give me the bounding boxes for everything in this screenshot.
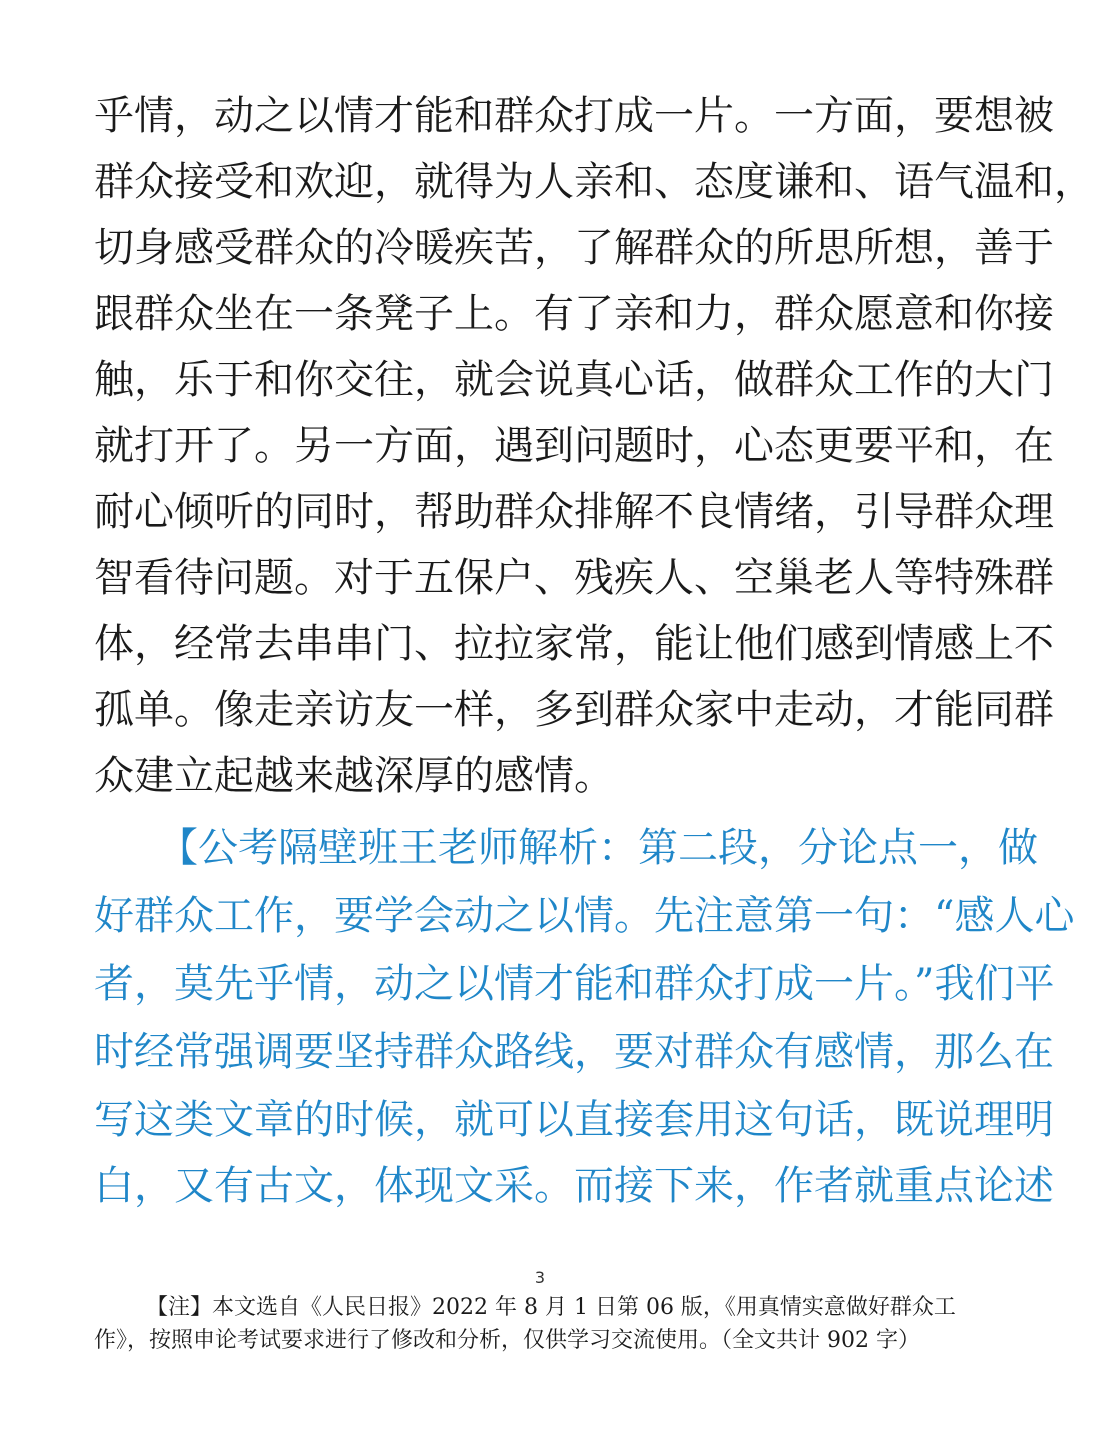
- analysis-line: 【公考隔壁班王老师解析：第二段，分论点一，做: [158, 825, 1038, 871]
- body-line: 乎情，动之以情才能和群众打成一片。一方面，要想被: [94, 93, 1054, 139]
- analysis-line: 者，莫先乎情，动之以情才能和群众打成一片。”我们平: [94, 961, 1055, 1007]
- body-line: 群众接受和欢迎，就得为人亲和、态度谦和、语气温和，: [94, 159, 1094, 205]
- body-line: 众建立起越来越深厚的感情。: [94, 753, 614, 799]
- analysis-line: 写这类文章的时候，就可以直接套用这句话，既说理明: [94, 1097, 1054, 1143]
- body-line: 跟群众坐在一条凳子上。有了亲和力，群众愿意和你接: [94, 291, 1054, 337]
- body-line: 孤单。像走亲访友一样，多到群众家中走动，才能同群: [94, 687, 1054, 733]
- page-number: 3: [534, 1268, 546, 1287]
- body-line: 就打开了。另一方面，遇到问题时，心态更要平和，在: [94, 423, 1054, 469]
- body-line: 体，经常去串串门、拉拉家常，能让他们感到情感上不: [94, 621, 1054, 667]
- body-line: 耐心倾听的同时，帮助群众排解不良情绪，引导群众理: [94, 489, 1054, 535]
- analysis-line: 时经常强调要坚持群众路线，要对群众有感情，那么在: [94, 1029, 1054, 1075]
- analysis-line: 白，又有古文，体现文采。而接下来，作者就重点论述: [94, 1163, 1054, 1209]
- analysis-line: 好群众工作，要学会动之以情。先注意第一句：“感人心: [94, 893, 1075, 939]
- body-line: 智看待问题。对于五保户、残疾人、空巢老人等特殊群: [94, 555, 1054, 601]
- body-line: 触，乐于和你交往，就会说真心话，做群众工作的大门: [94, 357, 1054, 403]
- footnote-line: 作》，按照申论考试要求进行了修改和分析，仅供学习交流使用。（全文共计 902 字）: [94, 1328, 920, 1353]
- footnote-line: 【注】本文选自《人民日报》2022 年 8 月 1 日第 06 版，《用真情实意做好群众工: [146, 1295, 956, 1320]
- body-line: 切身感受群众的冷暖疾苦，了解群众的所思所想，善于: [94, 225, 1054, 271]
